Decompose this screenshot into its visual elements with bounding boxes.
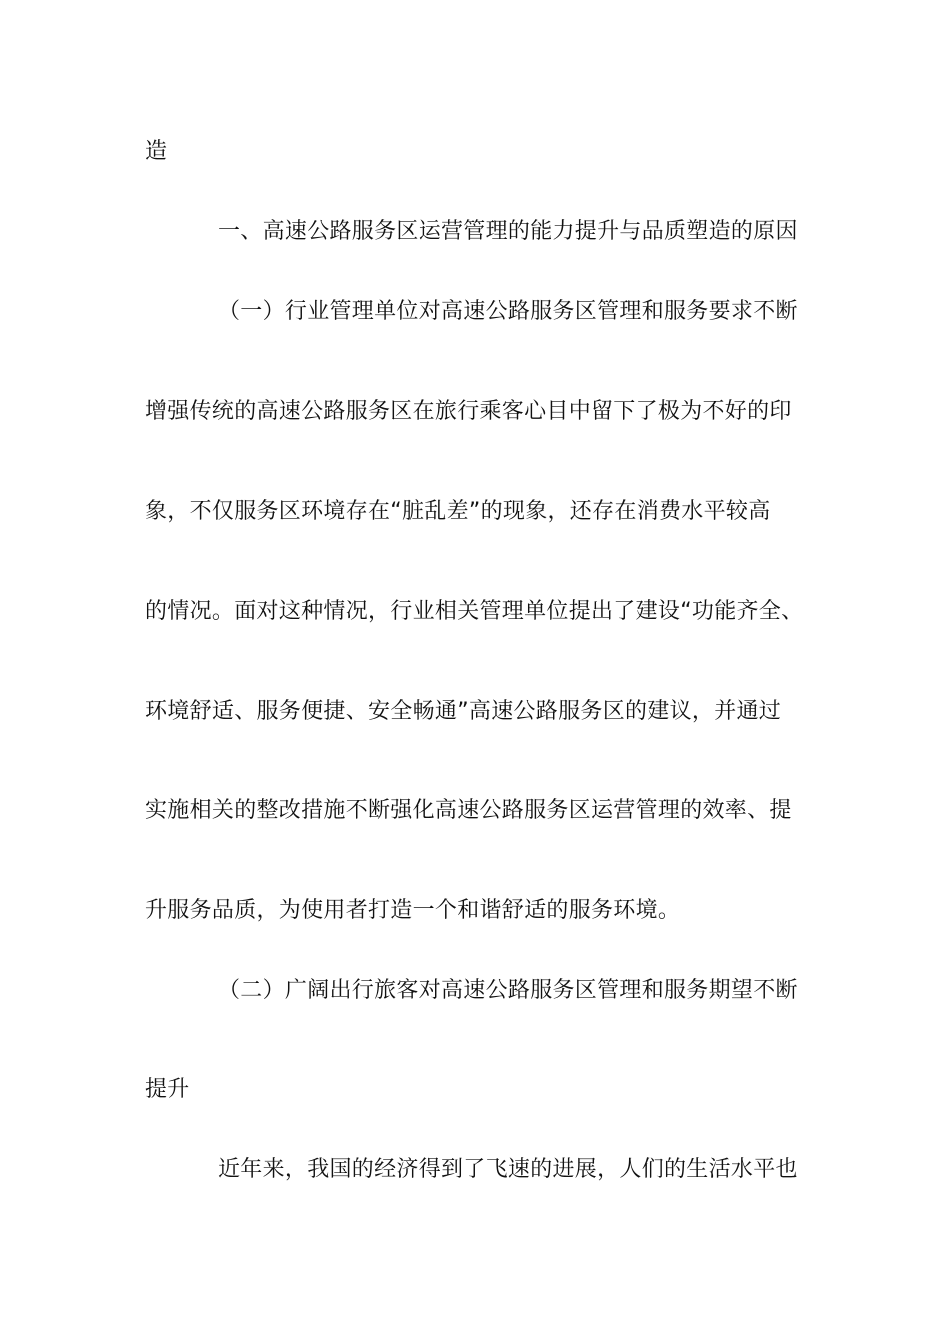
paragraph-line: 的情况。面对这种情况，行业相关管理单位提出了建设“功能齐全、	[145, 599, 804, 624]
subsection-heading-2-continuation: 提升	[145, 1077, 190, 1102]
paragraph-line: 实施相关的整改措施不断强化高速公路服务区运营管理的效率、提	[145, 798, 792, 823]
paragraph-line: 环境舒适、服务便捷、安全畅通”高速公路服务区的建议，并通过	[145, 699, 782, 724]
paragraph-line: 象，不仅服务区环境存在“脏乱差”的现象，还存在消费水平较高	[145, 499, 771, 524]
subsection-heading-1: （一）行业管理单位对高速公路服务区管理和服务要求不断	[218, 299, 798, 324]
paragraph-line: 近年来，我国的经济得到了飞速的进展，人们的生活水平也	[218, 1157, 798, 1182]
section-heading: 一、高速公路服务区运营管理的能力提升与品质塑造的原因	[218, 219, 798, 244]
text-line-continuation: 造	[145, 139, 168, 164]
paragraph-line: 增强传统的高速公路服务区在旅行乘客心目中留下了极为不好的印	[145, 399, 792, 424]
paragraph-line: 升服务品质，为使用者打造一个和谐舒适的服务环境。	[145, 898, 681, 923]
subsection-heading-2: （二）广阔出行旅客对高速公路服务区管理和服务期望不断	[218, 978, 798, 1003]
